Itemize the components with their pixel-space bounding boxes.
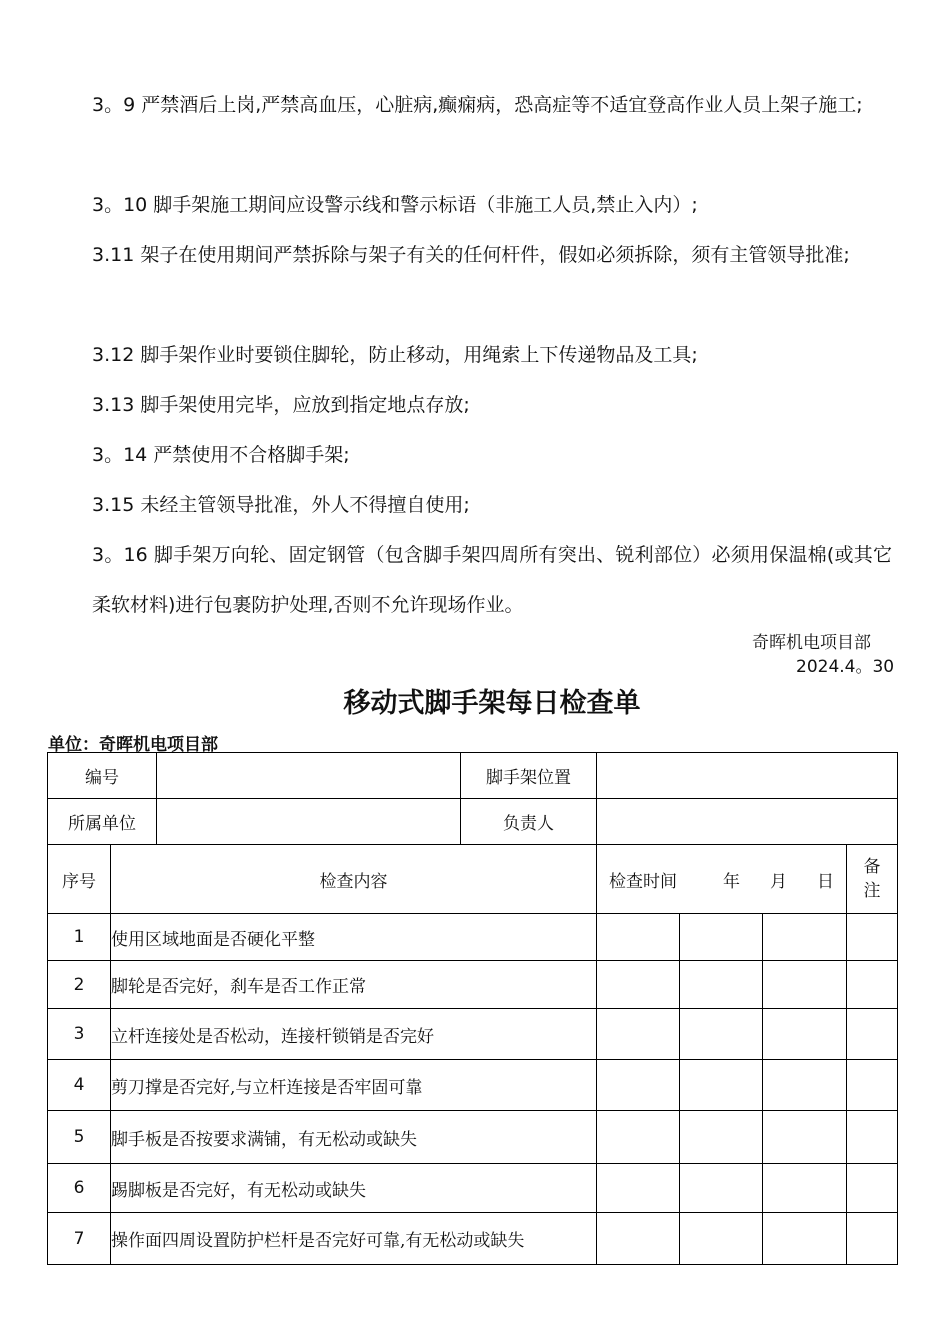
row-item: 剪刀撑是否完好,与立杆连接是否牢固可靠	[111, 1060, 597, 1111]
table-row	[48, 961, 898, 1009]
note-cell[interactable]	[847, 1111, 898, 1164]
check-cell[interactable]	[763, 1213, 847, 1265]
check-cell[interactable]	[763, 914, 847, 961]
check-cell[interactable]	[763, 1164, 847, 1213]
header-time-label: 检查时间	[609, 871, 677, 892]
row-item: 使用区域地面是否硬化平整	[111, 914, 597, 961]
signature-org: 奇晖机电项目部	[752, 633, 871, 653]
check-cell[interactable]	[680, 1111, 763, 1164]
check-cell[interactable]	[680, 914, 763, 961]
header-day: 日	[817, 871, 834, 892]
row-number: 7	[48, 1213, 111, 1265]
row-number: 5	[48, 1111, 111, 1164]
rule-3-15: 3.15 未经主管领导批准，外人不得擅自使用;	[92, 494, 470, 516]
check-cell[interactable]	[597, 1009, 680, 1060]
row-number: 3	[48, 1009, 111, 1060]
label-number: 编号	[48, 753, 157, 799]
rule-3-13: 3.13 脚手架使用完毕，应放到指定地点存放;	[92, 394, 470, 416]
row-number: 2	[48, 961, 111, 1009]
check-cell[interactable]	[597, 1111, 680, 1164]
rule-3-11: 3.11 架子在使用期间严禁拆除与架子有关的任何杆件，假如必须拆除，须有主管领导批准;	[92, 244, 850, 266]
note-cell[interactable]	[847, 1009, 898, 1060]
row-number: 6	[48, 1164, 111, 1213]
check-cell[interactable]	[680, 1060, 763, 1111]
row-item: 脚轮是否完好，刹车是否工作正常	[111, 961, 597, 1009]
rule-3-10: 3。10 脚手架施工期间应设警示线和警示标语（非施工人员,禁止入内）;	[92, 194, 698, 216]
table-row	[48, 1060, 898, 1111]
field-responsible[interactable]	[597, 799, 898, 845]
check-cell[interactable]	[763, 961, 847, 1009]
header-note-2: 注	[863, 881, 881, 901]
check-cell[interactable]	[763, 1009, 847, 1060]
check-cell[interactable]	[597, 1213, 680, 1265]
field-number[interactable]	[157, 753, 461, 799]
field-belongs[interactable]	[157, 799, 461, 845]
label-responsible: 负责人	[461, 799, 597, 845]
label-location: 脚手架位置	[461, 753, 597, 799]
rule-3-12: 3.12 脚手架作业时要锁住脚轮，防止移动，用绳索上下传递物品及工具;	[92, 344, 698, 366]
check-cell[interactable]	[597, 1060, 680, 1111]
check-cell[interactable]	[597, 961, 680, 1009]
header-time	[597, 845, 847, 914]
check-cell[interactable]	[597, 914, 680, 961]
check-cell[interactable]	[680, 961, 763, 1009]
header-content: 检查内容	[111, 845, 597, 914]
check-cell[interactable]	[763, 1060, 847, 1111]
row-number: 4	[48, 1060, 111, 1111]
check-cell[interactable]	[763, 1111, 847, 1164]
table-row	[48, 1164, 898, 1213]
note-cell[interactable]	[847, 1060, 898, 1111]
table-row	[48, 914, 898, 961]
rule-3-14: 3。14 严禁使用不合格脚手架;	[92, 444, 350, 466]
form-unit-line: 单位：奇晖机电项目部	[48, 735, 218, 755]
row-item: 操作面四周设置防护栏杆是否完好可靠,有无松动或缺失	[111, 1213, 597, 1265]
row-item: 脚手板是否按要求满铺，有无松动或缺失	[111, 1111, 597, 1164]
note-cell[interactable]	[847, 1164, 898, 1213]
header-year: 年	[723, 871, 740, 892]
rule-3-16: 3。16 脚手架万向轮、固定钢管（包含脚手架四周所有突出、锐利部位）必须用保温棉(或其它柔软材料)进行包裹防护处理,否则不允许现场作业。	[92, 544, 892, 616]
note-cell[interactable]	[847, 961, 898, 1009]
check-cell[interactable]	[597, 1164, 680, 1213]
note-cell[interactable]	[847, 914, 898, 961]
table-row	[48, 1009, 898, 1060]
table-row	[48, 1213, 898, 1265]
note-cell[interactable]	[847, 1213, 898, 1265]
row-item: 踢脚板是否完好，有无松动或缺失	[111, 1164, 597, 1213]
header-note-1: 备	[863, 857, 881, 877]
rule-3-9: 3。9 严禁酒后上岗,严禁高血压，心脏病,癫痫病，恐高症等不适宜登高作业人员上架子施工;	[92, 94, 863, 116]
form-title: 移动式脚手架每日检查单	[343, 688, 641, 719]
header-seq: 序号	[48, 845, 111, 914]
inspection-form	[47, 752, 898, 1265]
check-cell[interactable]	[680, 1213, 763, 1265]
row-number: 1	[48, 914, 111, 961]
header-note	[847, 845, 898, 914]
check-cell[interactable]	[680, 1009, 763, 1060]
table-row	[48, 1111, 898, 1164]
header-month: 月	[770, 871, 787, 892]
check-cell[interactable]	[680, 1164, 763, 1213]
signature-date: 2024.4。30	[796, 657, 895, 677]
row-item: 立杆连接处是否松动，连接杆锁销是否完好	[111, 1009, 597, 1060]
label-belongs: 所属单位	[48, 799, 157, 845]
field-location[interactable]	[597, 753, 898, 799]
